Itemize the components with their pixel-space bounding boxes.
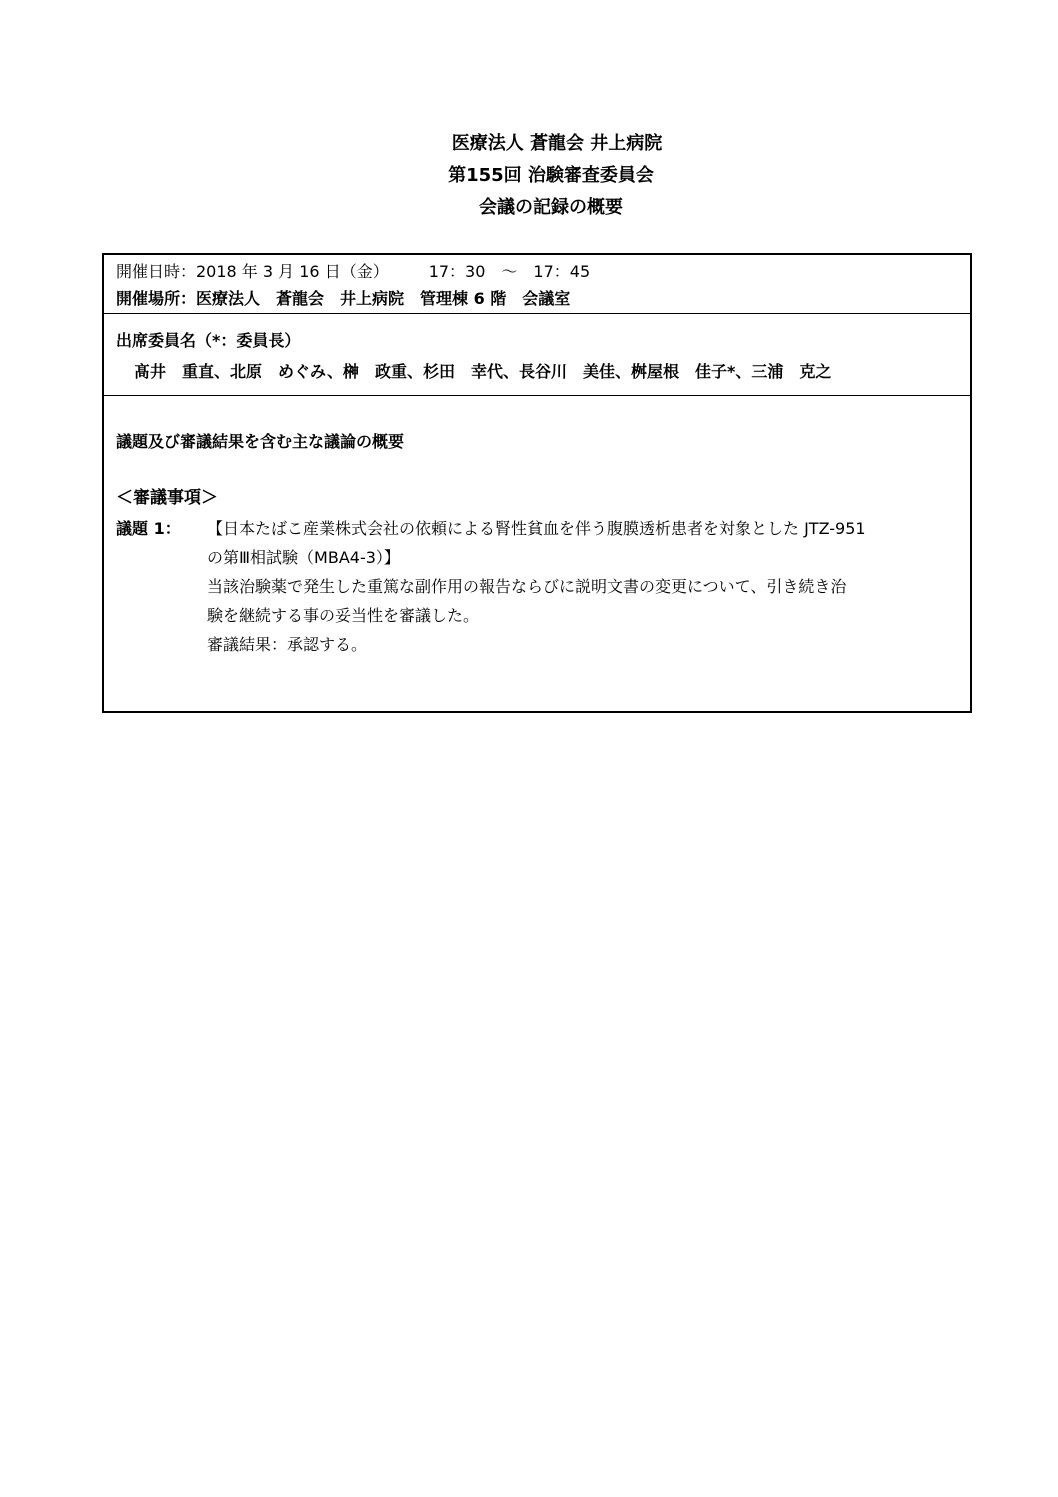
agenda-item-description-line2: 験を継続する事の妥当性を審議した。 xyxy=(207,606,480,625)
attendee-names: 髙井 重直、北原 めぐみ、榊 政重、杉田 幸代、長谷川 美佳、桝屋根 佳子*、三浦 克之 xyxy=(134,362,832,381)
meeting-place: 開催場所：医療法人 蒼龍会 井上病院 管理棟 6 階 会議室 xyxy=(116,289,571,308)
meeting-datetime: 開催日時：2018 年 3 月 16 日（金） 17：30 ～ 17：45 xyxy=(116,262,591,281)
committee-title: 第155回 治験審査委員会 xyxy=(448,165,654,186)
hospital-name: 医療法人 蒼龍会 井上病院 xyxy=(451,133,663,154)
discussion-section xyxy=(104,398,970,708)
agenda-item-title-line2: の第Ⅲ相試験（MBA4-3）】 xyxy=(207,548,400,567)
meeting-info-section xyxy=(104,255,970,314)
review-items-heading: ＜審議事項＞ xyxy=(116,488,218,508)
document-title: 会議の記録の概要 xyxy=(479,197,623,218)
agenda-item-result: 審議結果：承認する。 xyxy=(207,635,368,654)
agenda-item-title-line1: 【日本たばこ産業株式会社の依頼による腎性貧血を伴う腹膜透析患者を対象とした JTZ-951 xyxy=(207,519,866,538)
agenda-item-number: 議題 1： xyxy=(116,519,181,538)
agenda-item xyxy=(207,514,962,659)
attendees-section xyxy=(104,315,970,396)
document-header xyxy=(0,128,1058,224)
agenda-item-description-line1: 当該治験薬で発生した重篤な副作用の報告ならびに説明文書の変更について、引き続き治 xyxy=(207,577,847,596)
attendees-heading: 出席委員名（*：委員長） xyxy=(116,331,301,350)
discussion-heading: 議題及び審議結果を含む主な議論の概要 xyxy=(116,432,405,451)
meeting-record-box xyxy=(102,253,972,713)
